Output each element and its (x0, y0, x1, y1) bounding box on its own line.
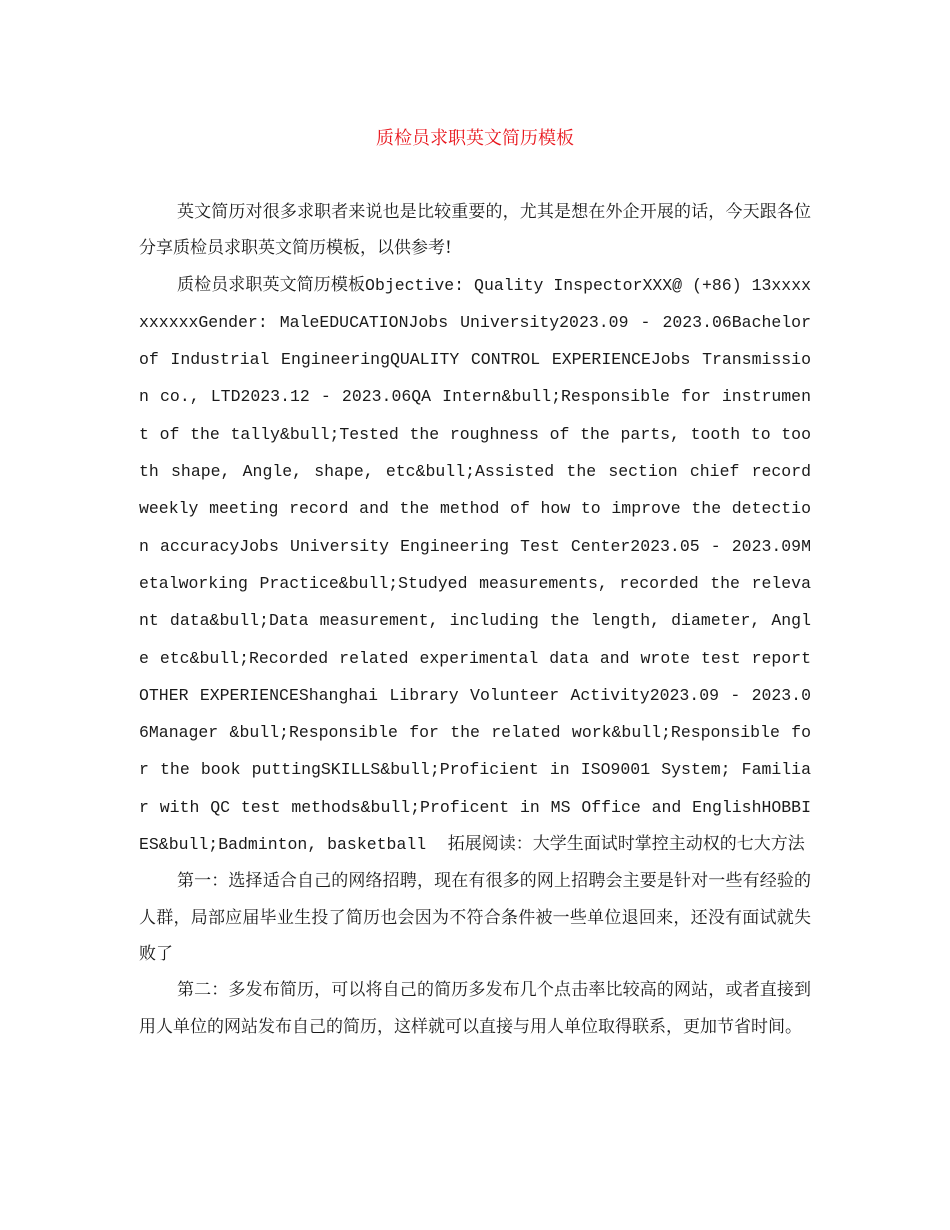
extended-reading-title: 拓展阅读：大学生面试时掌控主动权的七大方法 (447, 834, 805, 855)
resume-paragraph (139, 267, 811, 864)
point-two-paragraph: 第二：多发布简历，可以将自己的简历多发布几个点击率比较高的网站，或者直接到用人单位的网站发布自己的简历，这样就可以直接与用人单位取得联系，更加节省时间。 (139, 980, 811, 1037)
resume-text: Objective: Quality InspectorXXX@ (+86) 13xxxxxxxxxxGender: MaleEDUCATIONJobs University2023.09 - 2023.06Bachelor of Industrial EngineeringQUALITY CONTROL EXPERIENCEJobs Transmission co., LTD2023.12 - 2023.06QA Intern&bull;Responsible for instrument of the tally&bull;Tested the roughness of the parts, tooth to tooth shape, Angle, shape, etc&bull;Assisted the section chief record weekly meeting record and the method of how to improve the detection accuracyJobs University Engineering Test Center2023.05 - 2023.09Metalworking Practice&bull;Studyed measurements, recorded the relevant data&bull;Data measurement, including the length, diameter, Angle etc&bull;Recorded related experimental data and wrote test reportOTHER EXPERIENCEShanghai Library Volunteer Activity2023.09 - 2023.06Manager &bull;Responsible for the related work&bull;Responsible for the book puttingSKILLS&bull;Proficient in ISO9001 System; Familiar with QC test methods&bull;Proficent in MS Office and EnglishHOBBIES&bull;Badminton, basketball (139, 275, 811, 855)
document-body (139, 194, 811, 1045)
document-title: 质检员求职英文简历模板 (376, 128, 574, 149)
intro-paragraph: 英文简历对很多求职者来说也是比较重要的，尤其是想在外企开展的话，今天跟各位分享质检员求职英文简历模板，以供参考! (139, 202, 811, 259)
point-one-paragraph: 第一：选择适合自己的网络招聘，现在有很多的网上招聘会主要是针对一些有经验的人群，局部应届毕业生投了简历也会因为不符合条件被一些单位退回来，还没有面试就失败了 (139, 871, 811, 964)
resume-heading: 质检员求职英文简历模板 (177, 274, 366, 295)
